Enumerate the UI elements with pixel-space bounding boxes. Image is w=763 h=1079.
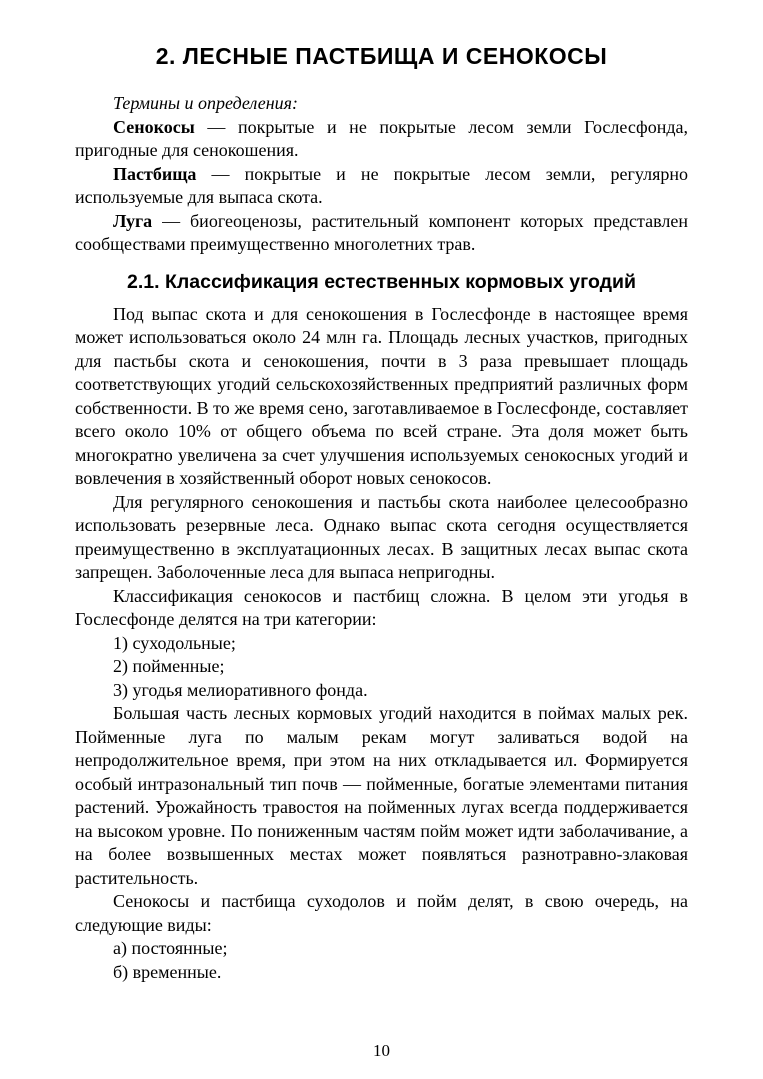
paragraph-classification-intro: Классификация сенокосов и пастбищ сложна. В целом эти угодья в Гослесфонде делятся на три категории:: [75, 585, 688, 629]
paragraph-reserve-forests: Для регулярного сенокошения и пастьбы скота наиболее целесообразно использовать резервные леса. Однако выпас скота сегодня осуществляется преимущественно в эксплуатационных лесах. В защитных лесах выпас скота запрещен. Заболоченные леса для выпаса непригодны.: [75, 491, 688, 582]
chapter-title: 2. ЛЕСНЫЕ ПАСТБИЩА И СЕНОКОСЫ: [155, 43, 608, 69]
definition-term: Пастбища: [113, 163, 197, 184]
definition-text: — покрытые и не покрытые лесом земли Гослесфонда, пригодные для сенокошения.: [75, 116, 688, 160]
paragraph-hayfield-area: Под выпас скота и для сенокошения в Гослесфонде в настоящее время может использоваться около 24 млн га. Площадь лесных участков, пригодных для пастьбы скота и сенокошения, почти в 3 раза превышает площадь соответствующих угодий сельскохозяйственных предприятий различных форм собственности. В то же время сено, заготавливаемое в Гослесфонде, составляет всего около 10% от общего объема по всей стране. Эта доля может быть многократно увеличена за счет улучшения используемых сенокосных угодий и вовлечения в хозяйственный оборот новых сенокосов.: [75, 303, 688, 488]
definition-pastbishcha: [75, 163, 688, 210]
definition-senokosy: [75, 116, 688, 163]
page-number: 10: [373, 1041, 390, 1060]
list-item-category-3: 3) угодья мелиоративного фонда.: [113, 679, 368, 700]
definition-luga: [75, 210, 688, 257]
section-heading: 2.1. Классификация естественных кормовых угодий: [127, 270, 636, 293]
definition-text: — биогеоценозы, растительный компонент которых представлен сообществами преимущественно многолетних трав.: [75, 210, 688, 254]
terms-intro: Термины и определения:: [113, 93, 299, 113]
list-item-type-a: а) постоянные;: [113, 938, 228, 958]
paragraph-floodplain-meadows: Большая часть лесных кормовых угодий находится в поймах малых рек. Пойменные луга по малым рекам могут заливаться водой на непродолжительное время, при этом на них откладывается ил. Формируется особый интразональный тип почв — пойменные, богатые элементами питания растений. Урожайность травостоя на пойменных лугах всегда поддерживается на высоком уровне. По пониженным частям пойм может идти заболачивание, а на более возвышенных местах может появляться разнотравно-злаковая растительность.: [75, 703, 688, 888]
definition-text: — покрытые и не покрытые лесом земли, регулярно используемые для выпаса скота.: [75, 163, 688, 207]
paragraph-types-intro: Сенокосы и пастбища суходолов и пойм делят, в свою очередь, на следующие виды:: [75, 891, 688, 935]
list-item-category-2: 2) пойменные;: [113, 656, 225, 676]
definition-term: Сенокосы: [113, 116, 195, 137]
list-item-category-1: 1) суходольные;: [113, 632, 236, 653]
list-item-type-b: б) временные.: [113, 961, 222, 982]
definition-term: Луга: [113, 210, 153, 231]
